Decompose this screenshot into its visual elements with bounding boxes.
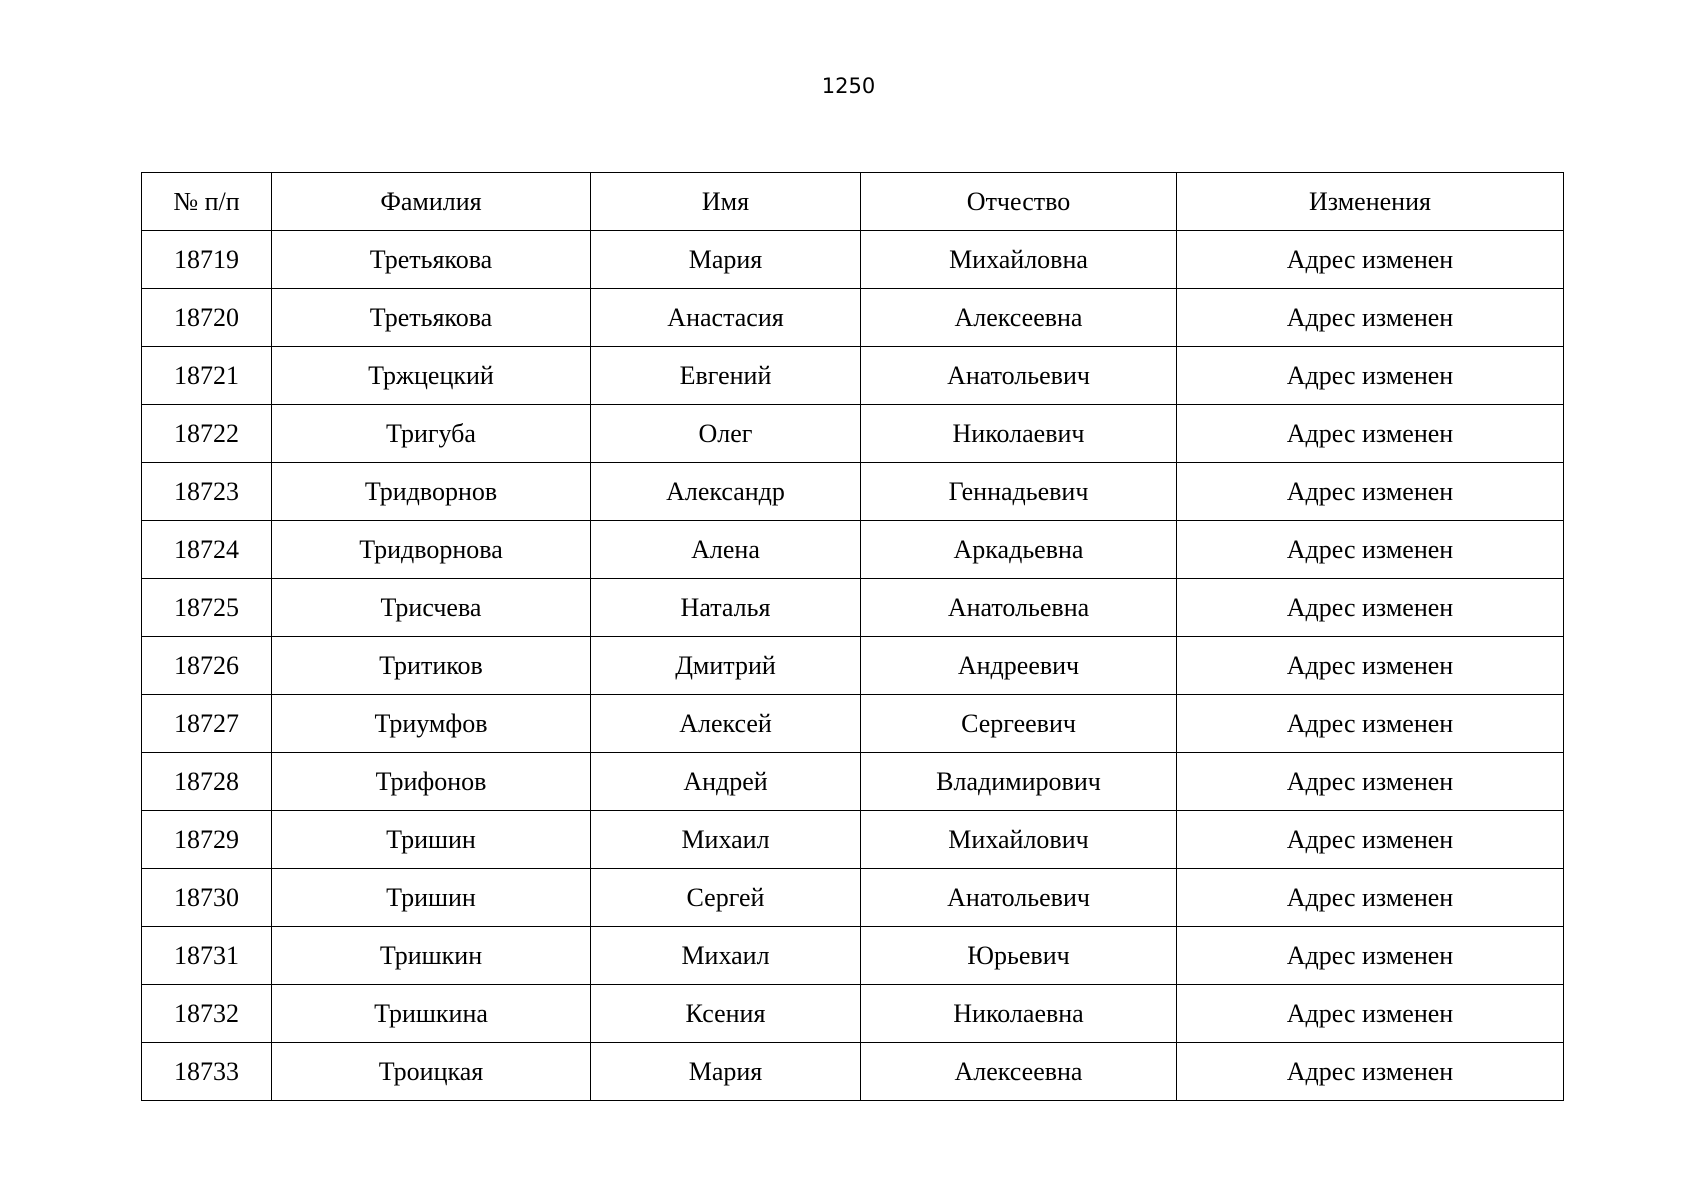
cell-surname: Тришин xyxy=(272,811,591,869)
header-patronymic: Отчество xyxy=(861,173,1177,231)
cell-name: Наталья xyxy=(591,579,861,637)
table-row xyxy=(142,231,1564,289)
cell-name: Дмитрий xyxy=(591,637,861,695)
cell-num: 18724 xyxy=(142,521,272,579)
table-row xyxy=(142,753,1564,811)
cell-patronymic: Андреевич xyxy=(861,637,1177,695)
cell-patronymic: Владимирович xyxy=(861,753,1177,811)
cell-patronymic: Геннадьевич xyxy=(861,463,1177,521)
cell-surname: Третьякова xyxy=(272,231,591,289)
cell-changes: Адрес изменен xyxy=(1177,927,1564,985)
cell-name: Олег xyxy=(591,405,861,463)
cell-changes: Адрес изменен xyxy=(1177,521,1564,579)
table-row xyxy=(142,869,1564,927)
table-body xyxy=(142,231,1564,1101)
cell-surname: Тридворнов xyxy=(272,463,591,521)
header-name: Имя xyxy=(591,173,861,231)
cell-num: 18732 xyxy=(142,985,272,1043)
cell-name: Евгений xyxy=(591,347,861,405)
cell-surname: Тригуба xyxy=(272,405,591,463)
cell-surname: Тришин xyxy=(272,869,591,927)
cell-surname: Триумфов xyxy=(272,695,591,753)
cell-name: Анастасия xyxy=(591,289,861,347)
table-row xyxy=(142,579,1564,637)
cell-num: 18719 xyxy=(142,231,272,289)
cell-name: Андрей xyxy=(591,753,861,811)
cell-num: 18728 xyxy=(142,753,272,811)
cell-name: Алена xyxy=(591,521,861,579)
cell-surname: Тришкин xyxy=(272,927,591,985)
table-row xyxy=(142,405,1564,463)
table-row xyxy=(142,985,1564,1043)
cell-changes: Адрес изменен xyxy=(1177,753,1564,811)
cell-num: 18729 xyxy=(142,811,272,869)
cell-num: 18730 xyxy=(142,869,272,927)
cell-patronymic: Николаевна xyxy=(861,985,1177,1043)
table-row xyxy=(142,521,1564,579)
table-row xyxy=(142,289,1564,347)
cell-surname: Тридворнова xyxy=(272,521,591,579)
table-row xyxy=(142,347,1564,405)
cell-changes: Адрес изменен xyxy=(1177,405,1564,463)
cell-surname: Тритиков xyxy=(272,637,591,695)
cell-changes: Адрес изменен xyxy=(1177,231,1564,289)
header-row xyxy=(142,173,1564,231)
header-changes: Изменения xyxy=(1177,173,1564,231)
cell-changes: Адрес изменен xyxy=(1177,463,1564,521)
table-row xyxy=(142,927,1564,985)
cell-patronymic: Алексеевна xyxy=(861,1043,1177,1101)
header-surname: Фамилия xyxy=(272,173,591,231)
cell-changes: Адрес изменен xyxy=(1177,811,1564,869)
table-row xyxy=(142,695,1564,753)
cell-patronymic: Аркадьевна xyxy=(861,521,1177,579)
cell-name: Александр xyxy=(591,463,861,521)
page-number: 1250 xyxy=(821,74,876,98)
cell-num: 18725 xyxy=(142,579,272,637)
cell-changes: Адрес изменен xyxy=(1177,1043,1564,1101)
cell-patronymic: Алексеевна xyxy=(861,289,1177,347)
table-row xyxy=(142,463,1564,521)
cell-name: Михаил xyxy=(591,927,861,985)
cell-changes: Адрес изменен xyxy=(1177,347,1564,405)
cell-changes: Адрес изменен xyxy=(1177,289,1564,347)
cell-name: Ксения xyxy=(591,985,861,1043)
cell-name: Мария xyxy=(591,231,861,289)
cell-patronymic: Анатольевич xyxy=(861,347,1177,405)
cell-name: Сергей xyxy=(591,869,861,927)
cell-changes: Адрес изменен xyxy=(1177,695,1564,753)
cell-patronymic: Михайлович xyxy=(861,811,1177,869)
cell-num: 18721 xyxy=(142,347,272,405)
cell-patronymic: Юрьевич xyxy=(861,927,1177,985)
cell-num: 18727 xyxy=(142,695,272,753)
cell-patronymic: Михайловна xyxy=(861,231,1177,289)
cell-patronymic: Сергеевич xyxy=(861,695,1177,753)
cell-surname: Троицкая xyxy=(272,1043,591,1101)
table-row xyxy=(142,811,1564,869)
cell-surname: Тришкина xyxy=(272,985,591,1043)
cell-changes: Адрес изменен xyxy=(1177,579,1564,637)
cell-changes: Адрес изменен xyxy=(1177,869,1564,927)
cell-surname: Третьякова xyxy=(272,289,591,347)
cell-changes: Адрес изменен xyxy=(1177,985,1564,1043)
cell-num: 18720 xyxy=(142,289,272,347)
cell-surname: Трифонов xyxy=(272,753,591,811)
cell-name: Михаил xyxy=(591,811,861,869)
cell-name: Мария xyxy=(591,1043,861,1101)
table-header xyxy=(142,173,1564,231)
cell-patronymic: Анатольевна xyxy=(861,579,1177,637)
cell-patronymic: Анатольевич xyxy=(861,869,1177,927)
table-row xyxy=(142,1043,1564,1101)
cell-num: 18731 xyxy=(142,927,272,985)
table-row xyxy=(142,637,1564,695)
registry-table xyxy=(141,172,1564,1101)
cell-surname: Трисчева xyxy=(272,579,591,637)
header-num: № п/п xyxy=(142,173,272,231)
cell-num: 18726 xyxy=(142,637,272,695)
cell-patronymic: Николаевич xyxy=(861,405,1177,463)
cell-num: 18733 xyxy=(142,1043,272,1101)
cell-name: Алексей xyxy=(591,695,861,753)
cell-num: 18722 xyxy=(142,405,272,463)
cell-changes: Адрес изменен xyxy=(1177,637,1564,695)
cell-num: 18723 xyxy=(142,463,272,521)
cell-surname: Тржцецкий xyxy=(272,347,591,405)
